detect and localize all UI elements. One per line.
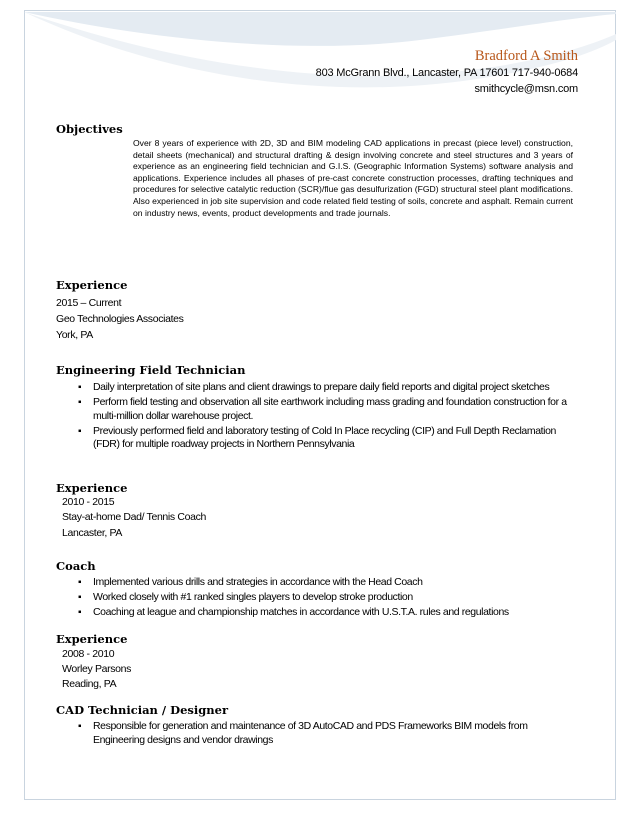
resume-header xyxy=(316,47,578,97)
applicant-name: Bradford A Smith xyxy=(474,48,578,64)
role-title: Engineering Field Technician xyxy=(56,363,246,377)
bullet-item: ▪ Daily interpretation of site plans and client drawings to prepare daily field reports and digital project sketches xyxy=(76,381,576,395)
experience-location: York, PA xyxy=(56,329,93,341)
contact-email: smithcycle@msn.com xyxy=(474,83,578,95)
experience-dates: 2015 – Current xyxy=(56,297,122,309)
role-bullets xyxy=(76,720,576,749)
bullet-item: ▪ Implemented various drills and strategies in accordance with the Head Coach xyxy=(76,576,576,590)
experience-company: Worley Parsons xyxy=(62,663,132,675)
experience-dates: 2008 - 2010 xyxy=(62,648,115,660)
role-bullets xyxy=(76,381,576,453)
experience-company: Geo Technologies Associates xyxy=(56,313,184,325)
bullet-item: ▪ Worked closely with #1 ranked singles players to develop stroke production xyxy=(76,591,576,605)
bullet-item: ▪ Responsible for generation and maintenance of 3D AutoCAD and PDS Frameworks BIM models from Engineering designs and vendor drawings xyxy=(76,720,576,747)
role-title: CAD Technician / Designer xyxy=(56,703,229,717)
bullet-item: ▪ Previously performed field and laboratory testing of Cold In Place recycling (CIP) and Full Depth Reclamation (FDR) for multiple roadway projects in Northern Pennsylvania xyxy=(76,425,576,452)
bullet-item: ▪ Perform field testing and observation all site earthwork including mass grading and foundation construction for a multi-million dollar warehouse project. xyxy=(76,396,576,423)
experience-company: Stay-at-home Dad/ Tennis Coach xyxy=(62,511,206,523)
experience-location: Lancaster, PA xyxy=(62,527,123,539)
experience-dates: 2010 - 2015 xyxy=(62,496,115,508)
experience-heading: Experience xyxy=(56,481,128,495)
role-title: Coach xyxy=(56,559,96,573)
experience-location: Reading, PA xyxy=(62,678,117,690)
contact-address: 803 McGrann Blvd., Lancaster, PA 17601 717-940-0684 xyxy=(315,67,578,79)
objectives-heading: Objectives xyxy=(56,122,123,136)
objectives-text: Over 8 years of experience with 2D, 3D and BIM modeling CAD applications in precast (piece level) construction, detail sheets (mechanical) and structural drafting & design involving concrete and steel structures and 3 years of experience as an engineering field technician and G.I.S. (Geographic Information Systems) software analysis and applications. Experience includes all phases of pre-cast concrete construction processes, drafting techniques and procedures for selective catalytic reduction (SCR)/flue gas desulfurization (FGD) structural steel plant modifications. Also experienced in job site supervision and code related field testing of soils, concrete and asphalt. Remain current on industry news, events, product developments and trade journals. xyxy=(133,138,573,218)
experience-heading: Experience xyxy=(56,632,128,646)
role-bullets xyxy=(76,576,576,621)
bullet-item: ▪ Coaching at league and championship matches in accordance with U.S.T.A. rules and regulations xyxy=(76,606,576,620)
experience-heading: Experience xyxy=(56,278,128,292)
